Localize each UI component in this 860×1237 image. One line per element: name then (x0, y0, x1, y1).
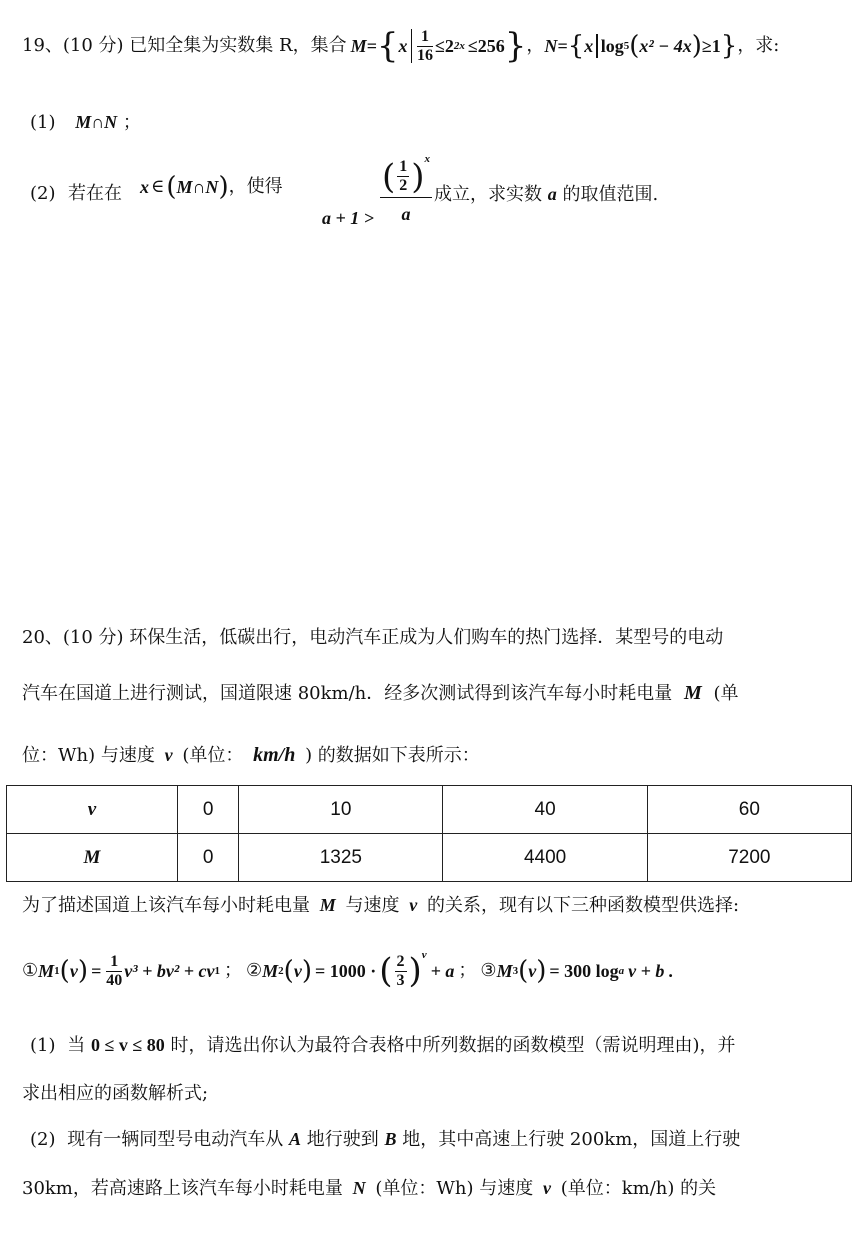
paren-open: ( (379, 951, 393, 991)
q19-statement: 19、(10 分) 已知全集为实数集 R，集合 M = { x $\frac{1}{16}$ ≤2 2x ≤256 } ， N = { x log 5 ( x² − 4x ) ≥1 } ，求: (22, 26, 780, 66)
left-brace-n: { (567, 31, 585, 61)
model1-rest: v³ + bv² + cv (124, 961, 215, 981)
equals-sign-n: = (557, 36, 568, 56)
table-cell: 0 (178, 834, 239, 882)
line3-b: (单位： (182, 745, 244, 766)
half-fraction (397, 158, 409, 195)
paren-open: ( (381, 156, 396, 197)
table-cell: 4400 (443, 834, 647, 882)
part-label: (2) (30, 183, 56, 204)
set-bar-n (596, 34, 598, 58)
q19-part1 (30, 110, 141, 135)
fraction-denominator: 40 (106, 971, 123, 989)
model3-end: . (668, 961, 673, 981)
paren-close: ) (77, 956, 88, 986)
model3-lhs: M (496, 961, 513, 981)
big-fraction (380, 152, 432, 226)
line3-c: ) 的数据如下表所示： (305, 745, 480, 766)
q20-part1-line2: 求出相应的函数解析式; (22, 1083, 209, 1104)
part2-line2-c: (单位：km/h) 的关 (560, 1178, 717, 1199)
q20-line3 (22, 743, 480, 768)
model3-label: ③ (480, 960, 497, 981)
q20-models: ① M 1 ( v ) = $\frac{1}{40}$ v³ + bv² + cv 1 ； ② M 2 ( v ) = 1000 · ( $\frac{2}{3}$ ) $^v$ + a ； ③ M 3 ( v ) = 300 log a v + b . (22, 949, 673, 991)
set-m-var: M (350, 36, 367, 56)
comma: ， (526, 35, 545, 56)
separator: ； (224, 960, 242, 981)
paren-close: ) (411, 156, 425, 197)
model2-fraction (395, 953, 407, 990)
line2-b: (单 (713, 683, 739, 704)
set-n-rhs: ≥1 (701, 36, 721, 56)
table-row (7, 786, 852, 834)
data-table (6, 785, 852, 882)
part2-text2: ，使得 (228, 176, 283, 197)
row-header-m: M (7, 834, 178, 882)
model3-rest-a: = 300 log (549, 961, 619, 981)
set-n-log: log (600, 36, 624, 56)
part-label: (1) (30, 112, 56, 133)
set-n-var: N (544, 36, 558, 56)
model2-lhs: M (262, 961, 279, 981)
equals-sign: = (366, 36, 377, 56)
q20-after-table (22, 893, 739, 918)
q19-prefix: 19、(10 分) 已知全集为实数集 R，集合 (22, 35, 347, 56)
row-header-v: v (7, 786, 178, 834)
var-m: M (319, 895, 336, 915)
paren-close: ) (408, 951, 422, 991)
paren-close: ) (536, 956, 547, 986)
part1-range: 0 ≤ v ≤ 80 (90, 1035, 165, 1055)
part2-line2-b: (单位：Wh) 与速度 (375, 1178, 534, 1199)
var-v: v (164, 745, 173, 765)
part2-text4: 的取值范围. (562, 184, 659, 205)
set-n-arg: x² − 4x (639, 36, 692, 56)
paren-open: ( (629, 31, 640, 61)
part2-text1: 若在在 (68, 183, 122, 204)
part1-a: 当 (67, 1035, 86, 1056)
set-n-x: x (584, 36, 594, 56)
var-x: x (140, 177, 149, 197)
model1-fraction (106, 953, 122, 990)
model3-rest-b: v + b (628, 961, 665, 981)
unit-kmh: km/h (253, 744, 296, 766)
part2-set: M∩N (176, 177, 219, 197)
part2-text3 (434, 182, 658, 207)
model1-label: ① (22, 960, 39, 981)
big-fraction-denominator: a (401, 204, 411, 224)
point-a: A (288, 1129, 301, 1149)
paren-open: ( (59, 956, 70, 986)
q20-line1: 20、(10 分) 环保生活，低碳出行，电动汽车正成为人们购车的热门选择．某型号的电动 (22, 627, 724, 648)
q20-part2-line2 (22, 1176, 716, 1201)
q20-part1 (30, 1033, 736, 1058)
set-m-x: x (398, 36, 408, 56)
paren-open: ( (283, 956, 294, 986)
after-table-b: 与速度 (345, 895, 400, 916)
fraction-denominator: 16 (417, 46, 433, 64)
set-m-fraction (417, 28, 433, 65)
set-m-mid: ≤2 (435, 36, 454, 56)
table-cell: 1325 (239, 834, 443, 882)
table-cell: 7200 (647, 834, 851, 882)
model1-arg: v (69, 961, 78, 981)
model2-coef: = 1000 · (314, 961, 377, 981)
in-symbol: ∈ (151, 176, 165, 197)
part2-line2-a: 30km，若高速路上该汽车每小时耗电量 (22, 1178, 343, 1199)
fraction-numerator: 2 (396, 952, 405, 970)
paren-close: ) (691, 31, 702, 61)
part1-b: 时，请选出你认为最符合表格中所列数据的函数模型（需说明理由)，并 (170, 1035, 736, 1056)
var-m: M (684, 682, 702, 704)
model2-arg: v (293, 961, 302, 981)
paren-open: ( (518, 956, 529, 986)
left-brace: { (376, 26, 399, 66)
point-b: B (384, 1129, 397, 1149)
q20-part2 (30, 1127, 740, 1152)
model2-label: ② (246, 960, 263, 981)
table-cell: 0 (178, 786, 239, 834)
equals: = (90, 961, 102, 981)
table-row (7, 834, 852, 882)
part2-text3-a: 成立，求实数 (434, 184, 542, 205)
right-brace: } (504, 26, 527, 66)
table-cell: 60 (647, 786, 851, 834)
ineq-left: a + 1 > (322, 208, 375, 228)
fraction-numerator: 1 (417, 28, 433, 47)
var-n: N (352, 1178, 366, 1198)
paren-close: ) (218, 172, 229, 202)
part2-a: 现有一辆同型号电动汽车从 (67, 1129, 284, 1150)
model1-lhs: M (38, 961, 55, 981)
part2-membership (140, 174, 283, 200)
part1-expr: M∩N (75, 112, 118, 132)
q19-suffix: ，求: (737, 35, 780, 56)
paren-close: ) (301, 956, 312, 986)
var-a: a (547, 184, 557, 204)
var-v: v (409, 895, 418, 915)
part-label: (2) (30, 1129, 56, 1150)
fraction-numerator: 1 (106, 953, 122, 972)
line2-a: 汽车在国道上进行测试，国道限速 80km/h．经多次测试得到该汽车每小时耗电量 (22, 683, 673, 704)
part2-c: 地，其中高速上行驶 200km，国道上行驶 (402, 1129, 741, 1150)
table-cell: 10 (239, 786, 443, 834)
big-fraction-numerator: ( $\frac{1}{2}$ ) $^x$ (381, 152, 431, 197)
set-m-rhs: ≤256 (467, 36, 505, 56)
line3-a: 位：Wh) 与速度 (22, 745, 155, 766)
table-cell: 40 (443, 786, 647, 834)
after-table-c: 的关系，现有以下三种函数模型供选择: (426, 895, 740, 916)
fraction-denominator: 2 (399, 177, 408, 194)
after-table-a: 为了描述国道上该汽车每小时耗电量 (22, 895, 310, 916)
separator: ； (458, 960, 477, 981)
q20-line2 (22, 681, 739, 706)
var-v: v (542, 1178, 551, 1198)
set-bar (411, 29, 413, 63)
model3-arg: v (528, 961, 537, 981)
paren-open: ( (166, 172, 177, 202)
part-label: (1) (30, 1035, 56, 1056)
fraction-denominator: 3 (396, 971, 405, 989)
part2-b: 地行驶到 (306, 1129, 379, 1150)
model2-rest: + a (430, 961, 455, 981)
part1-end: ； (122, 112, 141, 133)
fraction-numerator: 1 (399, 158, 408, 175)
right-brace-n: } (720, 31, 738, 61)
